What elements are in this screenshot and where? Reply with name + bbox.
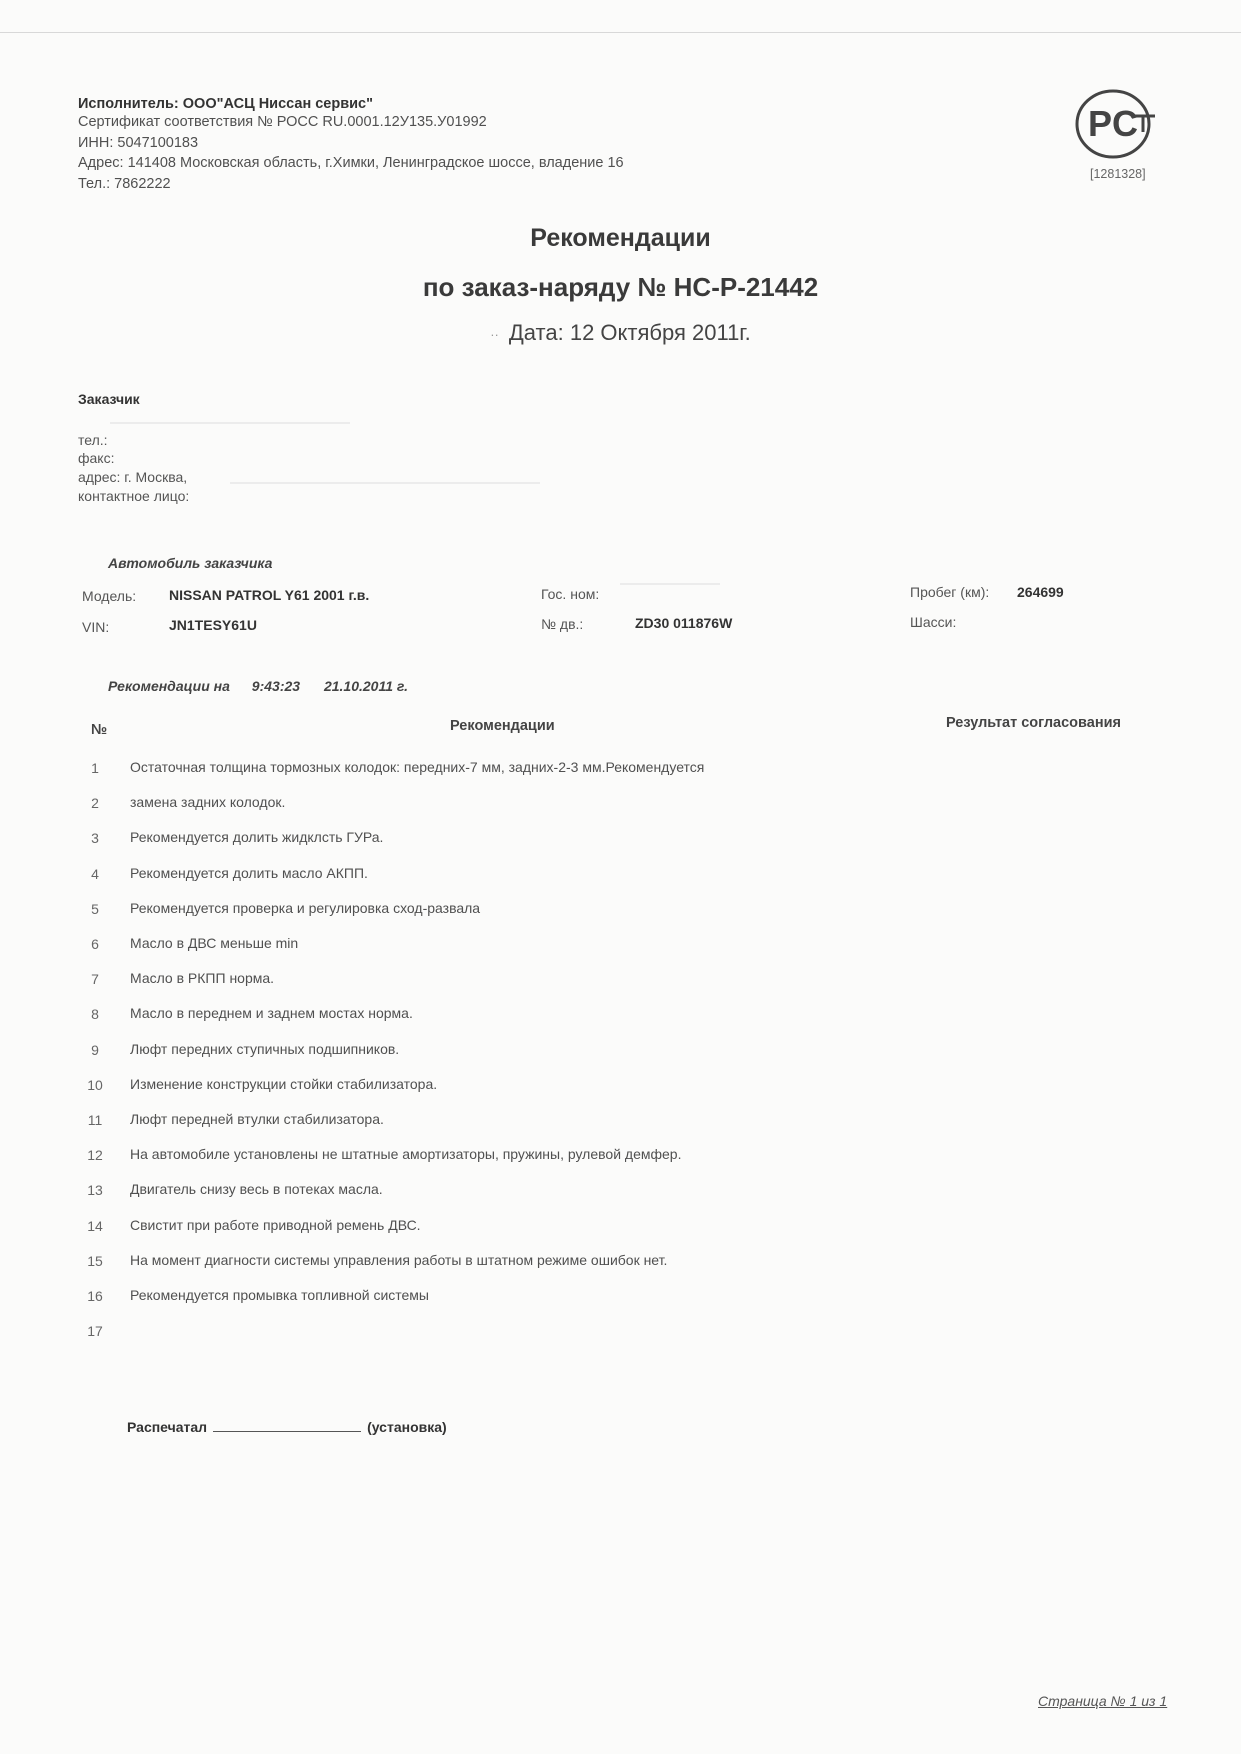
printed-by-label: Распечатал xyxy=(127,1419,208,1435)
date-text: Дата: 12 Октября 2011г. xyxy=(508,320,751,345)
executor-label: Исполнитель: xyxy=(78,96,179,112)
redacted-plate xyxy=(620,583,720,585)
vehicle-engine-label: № дв.: xyxy=(541,616,584,632)
customer-contact-label: контактное лицо: xyxy=(78,488,190,504)
row-recommendation-text: На автомобиле установлены не штатные амортизаторы, пружины, рулевой демфер. xyxy=(130,1146,682,1162)
row-recommendation-text: Рекомендуется промывка топливной системы xyxy=(130,1287,429,1303)
recommendations-date: 21.10.2011 г. xyxy=(323,678,409,694)
row-recommendation-text: Люфт передней втулки стабилизатора. xyxy=(130,1111,384,1127)
row-recommendation-text: Масло в переднем и заднем мостах норма. xyxy=(130,1005,413,1021)
recommendations-heading xyxy=(108,678,408,694)
row-recommendation-text: Свистит при работе приводной ремень ДВС. xyxy=(130,1217,421,1233)
vehicle-mileage-label: Пробег (км): xyxy=(910,584,990,600)
vehicle-vin-label: VIN: xyxy=(82,619,110,635)
signature-line xyxy=(213,1431,361,1432)
row-recommendation-text: Масло в РКПП норма. xyxy=(130,970,275,986)
row-recommendation-text: Рекомендуется долить масло АКПП. xyxy=(130,865,368,881)
executor-phone: Тел.: 7862222 xyxy=(78,176,171,192)
row-number: 2 xyxy=(91,795,99,811)
row-recommendation-text: Рекомендуется проверка и регулировка сход-развала xyxy=(130,900,481,916)
vehicle-vin-value: JN1TESY61U xyxy=(169,617,257,633)
executor-line xyxy=(78,94,373,114)
vehicle-model-value: NISSAN PATROL Y61 2001 г.в. xyxy=(169,587,370,603)
row-recommendation-text: Рекомендуется долить жидклсть ГУРа. xyxy=(130,829,384,845)
row-recommendation-text: замена задних колодок. xyxy=(130,794,286,810)
certification-logo xyxy=(1073,86,1157,162)
row-number: 15 xyxy=(87,1253,103,1269)
redacted-address xyxy=(230,482,540,484)
vehicle-chassis-label: Шасси: xyxy=(910,614,957,630)
row-number: 6 xyxy=(91,936,99,952)
row-number: 9 xyxy=(91,1042,99,1058)
vehicle-mileage-value: 264699 xyxy=(1017,584,1064,600)
row-number: 3 xyxy=(91,830,99,846)
row-number: 1 xyxy=(91,760,99,776)
customer-fax-label: факс: xyxy=(78,450,115,466)
row-number: 7 xyxy=(91,971,99,987)
scan-edge-line xyxy=(0,32,1241,33)
column-result-header: Результат согласования xyxy=(946,715,1121,731)
row-number: 14 xyxy=(87,1218,103,1234)
recommendations-heading-prefix: Рекомендации на xyxy=(108,678,230,694)
printed-by-role: (установка) xyxy=(367,1419,447,1435)
column-recommendations-header: Рекомендации xyxy=(450,718,555,734)
customer-address-label: адрес: г. Москва, xyxy=(78,469,188,485)
customer-heading: Заказчик xyxy=(78,391,140,407)
vehicle-heading: Автомобиль заказчика xyxy=(108,555,273,571)
executor-address: Адрес: 141408 Московская область, г.Химки, Ленинградское шоссе, владение 16 xyxy=(78,155,624,171)
row-number: 8 xyxy=(91,1006,99,1022)
row-recommendation-text: Масло в ДВС меньше min xyxy=(130,935,299,951)
row-number: 13 xyxy=(87,1182,103,1198)
document-date xyxy=(0,320,1241,346)
page-number: Страница № 1 из 1 xyxy=(1038,1693,1168,1709)
row-number: 5 xyxy=(91,901,99,917)
redacted-phone xyxy=(110,422,350,424)
row-number: 10 xyxy=(87,1077,103,1093)
column-number-header: № xyxy=(91,722,108,738)
executor-certificate: Сертификат соответствия № РОСС RU.0001.12У135.У01992 xyxy=(78,114,487,130)
row-recommendation-text: Остаточная толщина тормозных колодок: передних-7 мм, задних-2-3 мм.Рекомендуется xyxy=(130,759,705,775)
row-recommendation-text: Изменение конструкции стойки стабилизатора. xyxy=(130,1076,438,1092)
date-mark: ·· xyxy=(490,326,499,342)
logo-code: [1281328] xyxy=(1090,167,1146,181)
row-number: 16 xyxy=(87,1288,103,1304)
executor-inn: ИНН: 5047100183 xyxy=(78,135,199,151)
vehicle-plate-label: Гос. ном: xyxy=(541,586,600,602)
vehicle-model-label: Модель: xyxy=(82,588,137,604)
document-title: Рекомендации xyxy=(530,224,711,252)
customer-phone-label: тел.: xyxy=(78,432,108,448)
row-number: 4 xyxy=(91,866,99,882)
row-recommendation-text: Двигатель снизу весь в потеках масла. xyxy=(130,1181,383,1197)
row-number: 12 xyxy=(87,1147,103,1163)
row-number: 17 xyxy=(87,1323,103,1339)
printed-by-line xyxy=(127,1419,447,1435)
recommendations-time: 9:43:23 xyxy=(251,678,301,694)
row-recommendation-text: Люфт передних ступичных подшипников. xyxy=(130,1041,400,1057)
logo-text: PC xyxy=(1088,103,1139,144)
row-recommendation-text: На момент диагности системы управления работы в штатном режиме ошибок нет. xyxy=(130,1252,668,1268)
order-number-title: по заказ-наряду № НС-Р-21442 xyxy=(422,272,819,302)
row-number: 11 xyxy=(87,1112,103,1128)
executor-name: ООО"АСЦ Ниссан сервис" xyxy=(182,96,373,112)
vehicle-engine-value: ZD30 011876W xyxy=(635,615,733,631)
